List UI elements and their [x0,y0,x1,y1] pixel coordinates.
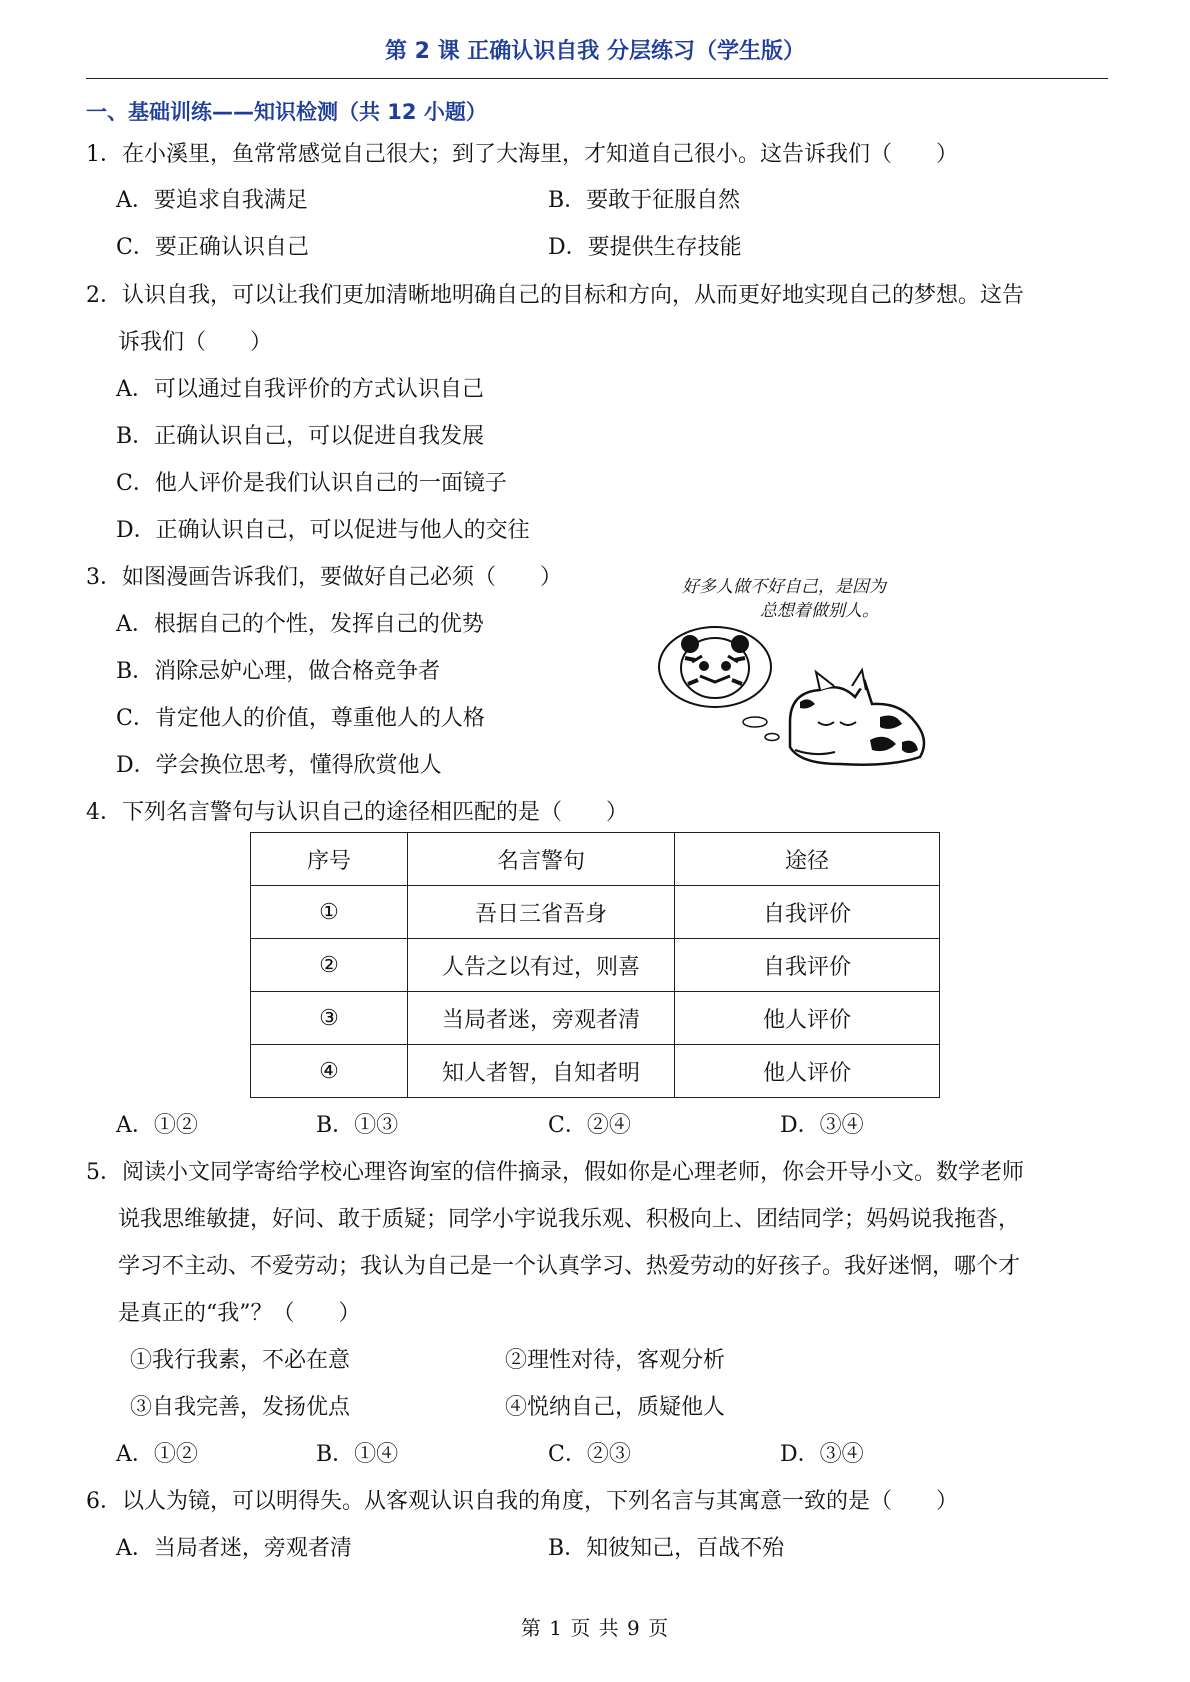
question-3-option-c: C．肯定他人的价值，尊重他人的人格 [116,706,485,731]
table-cell: 他人评价 [675,1045,940,1098]
table-row [251,939,940,992]
table-cell: 吾日三省吾身 [408,886,675,939]
table-cell: ③ [251,992,408,1045]
question-5-stem-line-3: 学习不主动、不爱劳动；我认为自己是一个认真学习、热爱劳动的好孩子。我好迷惘，哪个才 [118,1254,1021,1279]
question-5-statement-4: ④悦纳自己，质疑他人 [505,1395,726,1420]
section-heading: 一、基础训练——知识检测（共 12 小题） [86,100,487,124]
question-5-option-c: C．②③ [548,1442,631,1467]
question-1-option-c: C．要正确认识自己 [116,235,309,260]
question-1-option-d: D．要提供生存技能 [548,235,742,260]
question-3-option-d: D．学会换位思考，懂得欣赏他人 [116,753,442,778]
question-5-option-b: B．①④ [316,1442,399,1467]
table-header-row [251,833,940,886]
table-cell: 人告之以有过，则喜 [408,939,675,992]
page-footer: 第 1 页 共 9 页 [520,1616,670,1640]
question-1-option-b: B．要敢于征服自然 [548,188,741,213]
question-2-stem-cont: 诉我们（ ） [118,330,273,355]
question-2-option-b: B．正确认识自己，可以促进自我发展 [116,424,485,449]
table-cell: 知人者智，自知者明 [408,1045,675,1098]
question-3-stem: 3．如图漫画告诉我们，要做好自己必须（ ） [86,563,562,593]
question-4-option-b: B．①③ [316,1113,399,1138]
question-5-stem: 5．阅读小文同学寄给学校心理咨询室的信件摘录，假如你是心理老师，你会开导小文。数学老师 [86,1158,1024,1188]
question-5-option-d: D．③④ [780,1442,864,1467]
table-cell: 他人评价 [675,992,940,1045]
question-5-statement-1: ①我行我素，不必在意 [130,1348,351,1373]
question-5-number: 5． [86,1160,122,1185]
table-cell: 自我评价 [675,886,940,939]
question-2-option-a: A．可以通过自我评价的方式认识自己 [116,377,484,402]
question-3-number: 3． [86,565,122,590]
question-6-option-b: B．知彼知己，百战不殆 [548,1536,785,1561]
question-5-statement-3: ③自我完善，发扬优点 [130,1395,351,1420]
question-1-option-a: A．要追求自我满足 [116,188,308,213]
question-2-number: 2． [86,283,122,308]
table-row [251,992,940,1045]
title-divider [86,78,1108,79]
question-4-number: 4． [86,800,122,825]
question-5-option-a: A．①② [116,1442,198,1467]
question-3-option-a: A．根据自己的个性，发挥自己的优势 [116,612,484,637]
question-1-number: 1． [86,142,122,167]
table-header-cell: 名言警句 [408,833,675,886]
table-cell: ② [251,939,408,992]
question-4-option-c: C．②④ [548,1113,631,1138]
table-cell: 自我评价 [675,939,940,992]
sleeping-cat [790,670,924,765]
table-row [251,886,940,939]
tiger-thought-bubble [659,627,779,741]
question-2-stem: 2．认识自我，可以让我们更加清晰地明确自己的目标和方向，从而更好地实现自己的梦想。这告 [86,281,1024,311]
question-1-stem: 1．在小溪里，鱼常常感觉自己很大；到了大海里，才知道自己很小。这告诉我们（ ） [86,140,958,170]
question-6-number: 6． [86,1489,122,1514]
question-6-option-a: A．当局者迷，旁观者清 [116,1536,352,1561]
table-header-cell: 序号 [251,833,408,886]
question-4-option-d: D．③④ [780,1113,864,1138]
question-5-statement-2: ②理性对待，客观分析 [505,1348,726,1373]
cartoon-caption-line-2: 总想着做别人。 [760,601,879,621]
table-row [251,1045,940,1098]
question-4-option-a: A．①② [116,1113,198,1138]
table-cell: ① [251,886,408,939]
table-header-cell: 途径 [675,833,940,886]
question-4-stem: 4．下列名言警句与认识自己的途径相匹配的是（ ） [86,798,628,828]
cartoon-illustration [640,572,940,772]
table-cell: ④ [251,1045,408,1098]
quotes-table [250,832,940,1098]
question-6-stem: 6．以人为镜，可以明得失。从客观认识自我的角度，下列名言与其寓意一致的是（ ） [86,1487,958,1517]
question-2-option-c: C．他人评价是我们认识自己的一面镜子 [116,471,507,496]
table-cell: 当局者迷，旁观者清 [408,992,675,1045]
question-3-option-b: B．消除忌妒心理，做合格竞争者 [116,659,441,684]
question-2-option-d: D．正确认识自己，可以促进与他人的交往 [116,518,530,543]
question-5-stem-line-4: 是真正的“我”？（ ） [118,1301,361,1326]
question-5-stem-line-2: 说我思维敏捷，好问、敢于质疑；同学小宇说我乐观、积极向上、团结同学；妈妈说我拖沓， [118,1207,1021,1232]
page-title: 第 2 课 正确认识自我 分层练习（学生版） [385,39,805,64]
cartoon-caption-line-1: 好多人做不好自己，是因为 [682,577,886,597]
